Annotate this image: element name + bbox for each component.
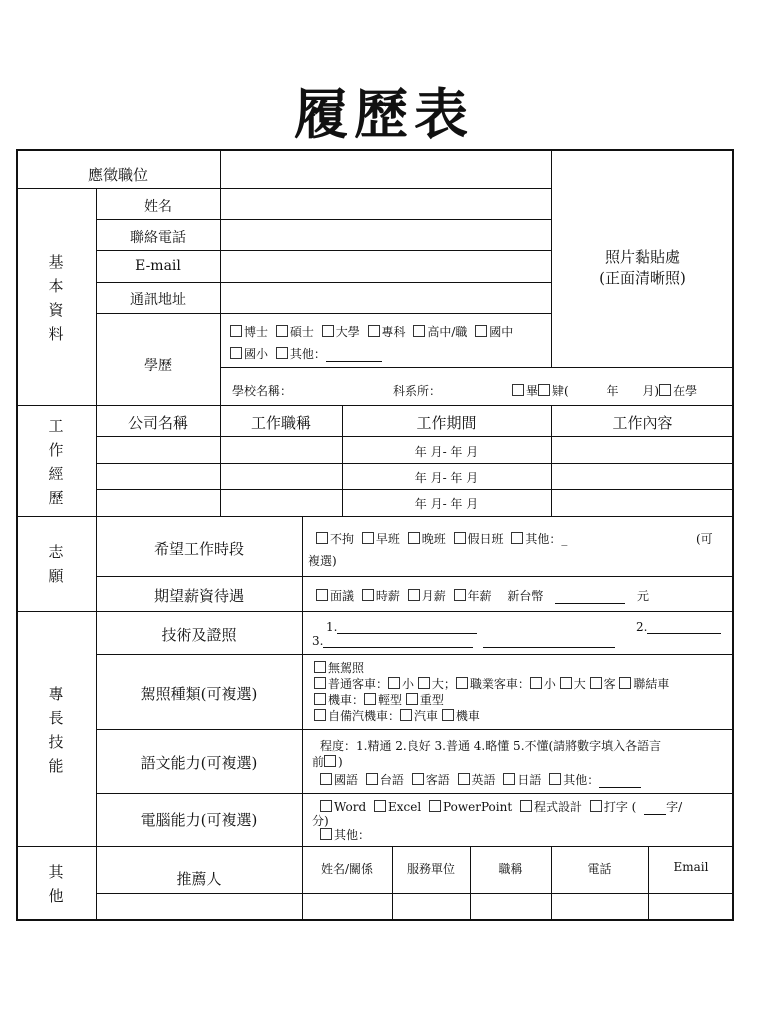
cert-line-3: 3. (312, 634, 615, 648)
email-label: E-mail (135, 258, 181, 274)
edu-option-elementary[interactable]: 國小 (230, 347, 268, 361)
cert-label: 技術及證照 (161, 626, 237, 644)
checkbox-icon (511, 532, 523, 544)
hours-option-other[interactable]: 其他：_ (511, 532, 567, 546)
work-header-content: 工作內容 (612, 414, 673, 432)
salary-options (316, 587, 649, 604)
row-line (96, 489, 734, 490)
yuan-label: 元 (637, 589, 650, 603)
checkbox-icon (429, 800, 441, 812)
language-options (320, 771, 645, 788)
checkbox-icon (538, 384, 550, 396)
checkbox-icon (458, 773, 470, 785)
education-label: 學歷 (144, 358, 172, 374)
pc-option-powerpoint[interactable]: PowerPoint (429, 800, 512, 814)
grad-option-graduated[interactable]: 畢 (512, 384, 538, 398)
referrer-header-name: 姓名/關係 (320, 862, 374, 876)
checkbox-icon (388, 677, 400, 689)
lang-other-field[interactable] (599, 787, 641, 788)
checkbox-icon (314, 661, 326, 673)
checkbox-icon (400, 709, 412, 721)
skills-side-label: 專 長 技 能 (48, 685, 64, 775)
checkbox-icon (454, 532, 466, 544)
pc-option-typing[interactable]: 打字 ( (590, 800, 637, 814)
address-label: 通訊地址 (130, 292, 186, 308)
license-car-pro[interactable]: 職業客車： (456, 677, 530, 691)
hours-note-b: 複選) (308, 554, 337, 568)
salary-label: 期望薪資待遇 (153, 587, 244, 605)
checkbox-icon (276, 325, 288, 337)
row-line (96, 250, 551, 251)
row-line (96, 793, 734, 794)
pc-option-other[interactable]: 其他： (320, 826, 370, 843)
edu-option-highschool[interactable]: 高中/職 (413, 325, 467, 339)
wish-side-label: 志 願 (48, 543, 64, 585)
edu-option-phd[interactable]: 博士 (230, 325, 268, 339)
col-line (648, 846, 649, 921)
checkbox-icon (560, 677, 572, 689)
work-header-period: 工作期間 (416, 414, 477, 432)
checkbox-icon (549, 773, 561, 785)
row-line (96, 576, 734, 577)
license-moto-line (314, 691, 444, 708)
checkbox-icon (530, 677, 542, 689)
license-none[interactable]: 無駕照 (314, 659, 364, 676)
checkbox-icon (412, 773, 424, 785)
cert-field-3[interactable] (323, 647, 473, 648)
license-trailer[interactable]: 聯結車 (619, 677, 669, 691)
lang-option-other[interactable]: 其他： (549, 773, 641, 787)
row-line (220, 367, 734, 368)
work-header-company: 公司名稱 (127, 414, 188, 432)
license-car-line (314, 675, 669, 692)
col-line (551, 846, 552, 921)
edu-option-college[interactable]: 專科 (368, 325, 406, 339)
referrer-header-title: 職稱 (498, 862, 523, 876)
edu-option-junior[interactable]: 國中 (475, 325, 513, 339)
cert-field-4[interactable] (483, 647, 615, 648)
cert-line-2: 2. (636, 620, 721, 634)
checkbox-icon (418, 677, 430, 689)
checkbox-icon (374, 800, 386, 812)
row-line (16, 405, 734, 406)
pc-option-word[interactable]: Word (320, 800, 366, 814)
checkbox-icon (230, 347, 242, 359)
checkbox-icon (316, 532, 328, 544)
name-field[interactable] (222, 191, 548, 217)
hours-note-a: (可 (696, 532, 713, 546)
checkbox-icon (456, 677, 468, 689)
currency-label: 新台幣 (507, 589, 544, 603)
checkbox-icon (230, 325, 242, 337)
checkbox-icon (314, 693, 326, 705)
lang-option-taiwanese[interactable]: 台語 (366, 773, 404, 787)
checkbox-icon (276, 347, 288, 359)
edu-option-other[interactable]: 其他： (276, 347, 382, 361)
grad-option-incomplete[interactable]: 肄( (538, 384, 569, 398)
name-label: 姓名 (144, 199, 172, 215)
department-label: 科系所： (393, 384, 442, 398)
col-line (470, 846, 471, 921)
license-car-regular[interactable]: 普通客車： (314, 677, 388, 691)
hours-option-any[interactable]: 不拘 (316, 532, 354, 546)
checkbox-icon (316, 589, 328, 601)
work-period-row-1: 年 月- 年 月 (414, 445, 479, 459)
col-line (392, 846, 393, 921)
salary-amount-field[interactable] (555, 603, 625, 604)
license-moto[interactable]: 機車： (314, 693, 364, 707)
salary-option-monthly[interactable]: 月薪 (408, 589, 446, 603)
typing-speed-field[interactable] (644, 814, 666, 815)
photo-area[interactable]: 照片黏貼處 (正面清晰照) (599, 248, 686, 287)
salary-option-negotiable[interactable]: 面議 (316, 589, 354, 603)
referrer-label: 推薦人 (176, 870, 222, 888)
address-field[interactable] (222, 285, 548, 311)
lang-option-english[interactable]: 英語 (458, 773, 496, 787)
checkbox-icon (320, 773, 332, 785)
license-car-regular-big[interactable]: 大； (418, 677, 456, 691)
checkbox-icon (322, 325, 334, 337)
basic-info-side-label: 基 本 資 料 (48, 253, 64, 343)
work-hours-options (316, 530, 571, 547)
phone-label: 聯絡電話 (130, 230, 186, 246)
position-field[interactable] (222, 152, 548, 186)
checkbox-icon (408, 532, 420, 544)
work-period-row-2: 年 月- 年 月 (414, 471, 479, 485)
cert-field-2[interactable] (647, 633, 721, 634)
education-options-line1 (230, 323, 517, 340)
checkbox-icon (362, 589, 374, 601)
cert-line-1: 1. (326, 620, 477, 634)
checkbox-icon (442, 709, 454, 721)
checkbox-icon (314, 709, 326, 721)
hours-option-holiday[interactable]: 假日班 (454, 532, 504, 546)
checkbox-icon (368, 325, 380, 337)
referrer-header-phone: 電話 (587, 862, 612, 876)
checkbox-icon (364, 693, 376, 705)
lang-option-japanese[interactable]: 日語 (503, 773, 541, 787)
row-line (96, 219, 551, 220)
checkbox-icon (659, 384, 671, 396)
hours-option-morning[interactable]: 早班 (362, 532, 400, 546)
license-label: 駕照種類(可複選) (140, 685, 258, 703)
license-moto-light[interactable]: 輕型 (364, 693, 402, 707)
license-bus[interactable]: 客 (590, 677, 616, 691)
license-car-pro-big[interactable]: 大 (560, 677, 586, 691)
referrer-header-email: Email (673, 860, 709, 874)
lang-option-mandarin[interactable]: 國語 (320, 773, 358, 787)
salary-option-hourly[interactable]: 時薪 (362, 589, 400, 603)
language-note: 程度：1.精通 2.良好 3.普通 4.略懂 5.不懂(請將數字填入各語言 (320, 739, 662, 753)
checkbox-icon (503, 773, 515, 785)
language-label: 語文能力(可複選) (140, 754, 258, 772)
education-options-line2 (230, 345, 386, 362)
page-title: 履歷表 (294, 82, 474, 146)
pc-option-programming[interactable]: 程式設計 (520, 800, 582, 814)
row-line (96, 463, 734, 464)
work-hours-label: 希望工作時段 (153, 540, 244, 558)
graduation-status: 畢 肄( 年 月) 在學 (512, 382, 697, 399)
license-own-line (314, 707, 480, 724)
phone-field[interactable] (222, 222, 548, 248)
row-line (16, 611, 734, 612)
edu-other-field[interactable] (326, 361, 382, 362)
email-field[interactable] (222, 253, 548, 280)
pc-option-excel[interactable]: Excel (374, 800, 421, 814)
edu-option-university[interactable]: 大學 (322, 325, 360, 339)
checkbox-icon (475, 325, 487, 337)
checkbox-icon (320, 800, 332, 812)
row-line (16, 846, 734, 847)
work-side-label: 工 作 經 歷 (48, 417, 64, 507)
row-line (96, 282, 551, 283)
checkbox-icon (520, 800, 532, 812)
referrer-header-unit: 服務單位 (406, 862, 455, 876)
checkbox-icon (362, 532, 374, 544)
license-own-scooter[interactable]: 機車 (442, 709, 480, 723)
position-label: 應徵職位 (87, 166, 148, 184)
checkbox-icon (324, 755, 336, 767)
hours-option-evening[interactable]: 晚班 (408, 532, 446, 546)
salary-option-yearly[interactable]: 年薪 (454, 589, 492, 603)
row-line (96, 313, 551, 314)
row-line (96, 893, 734, 894)
row-line (96, 654, 734, 655)
license-own-vehicle[interactable]: 自備汽機車： (314, 709, 400, 723)
checkbox-icon (366, 773, 378, 785)
checkbox-icon (408, 589, 420, 601)
other-side-label: 其 他 (48, 863, 64, 905)
language-note-2: 前 ) (312, 755, 343, 769)
checkbox-icon (590, 800, 602, 812)
lang-option-hakka[interactable]: 客語 (412, 773, 450, 787)
license-moto-heavy[interactable]: 重型 (406, 693, 444, 707)
checkbox-icon (320, 828, 332, 840)
checkbox-icon (590, 677, 602, 689)
row-line (96, 436, 734, 437)
checkbox-icon (314, 677, 326, 689)
license-car-regular-small[interactable]: 小 (388, 677, 414, 691)
checkbox-icon (454, 589, 466, 601)
checkbox-icon (406, 693, 418, 705)
typing-unit-b: 分) (312, 814, 329, 828)
work-header-title: 工作職稱 (250, 414, 311, 432)
license-car-pro-small[interactable]: 小 (530, 677, 556, 691)
checkbox-icon (413, 325, 425, 337)
grad-option-enrolled[interactable]: 在學 (659, 384, 697, 398)
computer-options: Word Excel PowerPoint 程式設計 打字 ( 字/ (320, 798, 682, 815)
col-line (220, 149, 221, 405)
license-own-car[interactable]: 汽車 (400, 709, 438, 723)
edu-option-master[interactable]: 碩士 (276, 325, 314, 339)
checkbox-icon (619, 677, 631, 689)
school-name-label: 學校名稱： (232, 384, 293, 398)
work-period-row-3: 年 月- 年 月 (414, 497, 479, 511)
computer-skills-label: 電腦能力(可複選) (140, 811, 258, 829)
checkbox-icon (512, 384, 524, 396)
row-line (16, 516, 734, 517)
row-line (96, 729, 734, 730)
